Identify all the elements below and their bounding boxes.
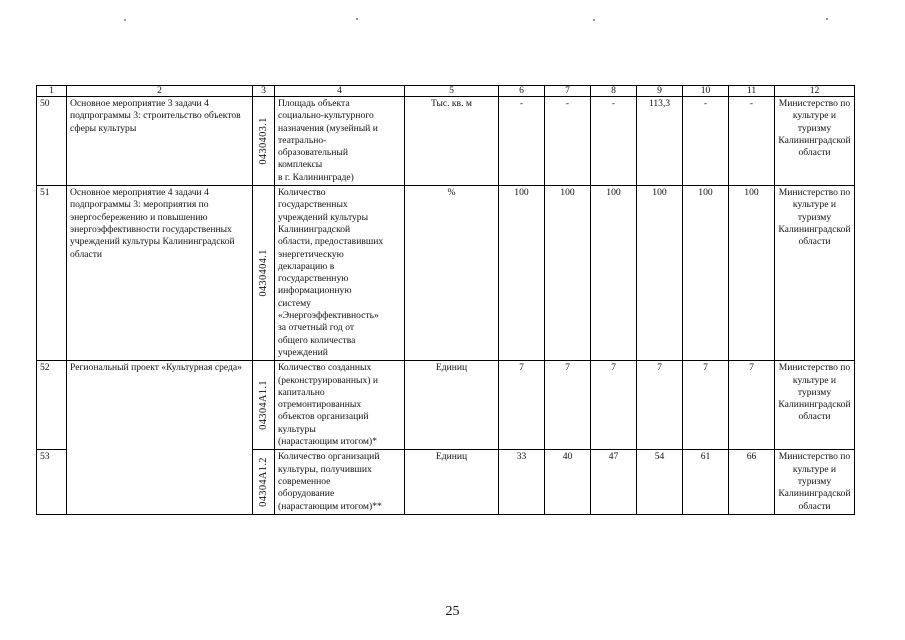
value-col10: 100 [683,186,729,361]
column-number: 2 [67,86,253,97]
table-row [37,186,855,361]
column-number: 10 [683,86,729,97]
scan-speck [826,18,828,20]
value-col6: 7 [499,361,545,450]
page-number: 25 [445,604,460,619]
value-col8: 47 [591,450,637,514]
scan-speck [124,19,126,21]
indicator-code: 04304А1.2 [257,457,269,507]
table-row [37,361,855,450]
column-number: 12 [775,86,855,97]
unit: Единиц [405,450,499,514]
row-number: 51 [37,186,67,361]
value-col6: 33 [499,450,545,514]
row-number: 53 [37,450,67,514]
value-col11: 66 [729,450,775,514]
unit: Единиц [405,361,499,450]
value-col6: - [499,97,545,186]
indicator-code: 04304А1.1 [257,380,269,431]
indicator-code-cell [253,186,275,361]
value-col7: 40 [545,450,591,514]
value-col10: 61 [683,450,729,514]
value-col6: 100 [499,186,545,361]
value-col11: - [729,97,775,186]
value-col11: 7 [729,361,775,450]
scan-speck [356,18,358,20]
column-number-row [37,86,855,97]
indicator-code-cell [253,97,275,186]
scan-speck [593,19,595,21]
value-col7: 7 [545,361,591,450]
value-col7: 100 [545,186,591,361]
responsible: Министерство по культуре и туризму Калининградской области [775,450,855,514]
indicators-table [36,85,855,515]
indicator-code-cell [253,450,275,514]
column-number: 11 [729,86,775,97]
responsible: Министерство по культуре и туризму Калининградской области [775,361,855,450]
value-col8: 7 [591,361,637,450]
unit: Тыс. кв. м [405,97,499,186]
indicator-code: 0430403.1 [257,117,269,165]
event-name: Основное мероприятие 3 задачи 4 подпрограммы 3: строительство объектов сферы культуры [67,97,253,186]
indicator-name: Площадь объекта социально-культурного назначения (музейный и театрально- образовательный комплексы в г. Калининграде) [275,97,405,186]
indicator-code-cell [253,361,275,450]
unit: % [405,186,499,361]
responsible: Министерство по культуре и туризму Калининградской области [775,97,855,186]
value-col10: - [683,97,729,186]
value-col9: 7 [637,361,683,450]
value-col9: 100 [637,186,683,361]
row-number: 52 [37,361,67,450]
column-number: 7 [545,86,591,97]
event-name: Региональный проект «Культурная среда» [67,361,253,515]
column-number: 6 [499,86,545,97]
column-number: 1 [37,86,67,97]
indicator-name: Количество организаций культуры, получивших современное оборудование (нарастающим итогом)** [275,450,405,514]
value-col11: 100 [729,186,775,361]
column-number: 4 [275,86,405,97]
value-col7: - [545,97,591,186]
event-name: Основное мероприятие 4 задачи 4 подпрограммы 3: мероприятия по энергосбережению и повышению энергоэффективности государственных учреждений культуры Калининградской области [67,186,253,361]
row-number: 50 [37,97,67,186]
table-row [37,97,855,186]
indicator-name: Количество государственных учреждений культуры Калининградской области, предоставивших энергетическую декларацию в государственную информационную систему «Энергоэффективность» за отчетный год от общего количества учреждений [275,186,405,361]
indicator-code: 0430404.1 [257,249,269,297]
responsible: Министерство по культуре и туризму Калининградской области [775,186,855,361]
indicator-name: Количество созданных (реконструированных) и капитально отремонтированных объектов организаций культуры (нарастающим итогом)* [275,361,405,450]
value-col10: 7 [683,361,729,450]
value-col9: 54 [637,450,683,514]
value-col8: - [591,97,637,186]
value-col8: 100 [591,186,637,361]
column-number: 8 [591,86,637,97]
column-number: 9 [637,86,683,97]
column-number: 5 [405,86,499,97]
value-col9: 113,3 [637,97,683,186]
column-number: 3 [253,86,275,97]
